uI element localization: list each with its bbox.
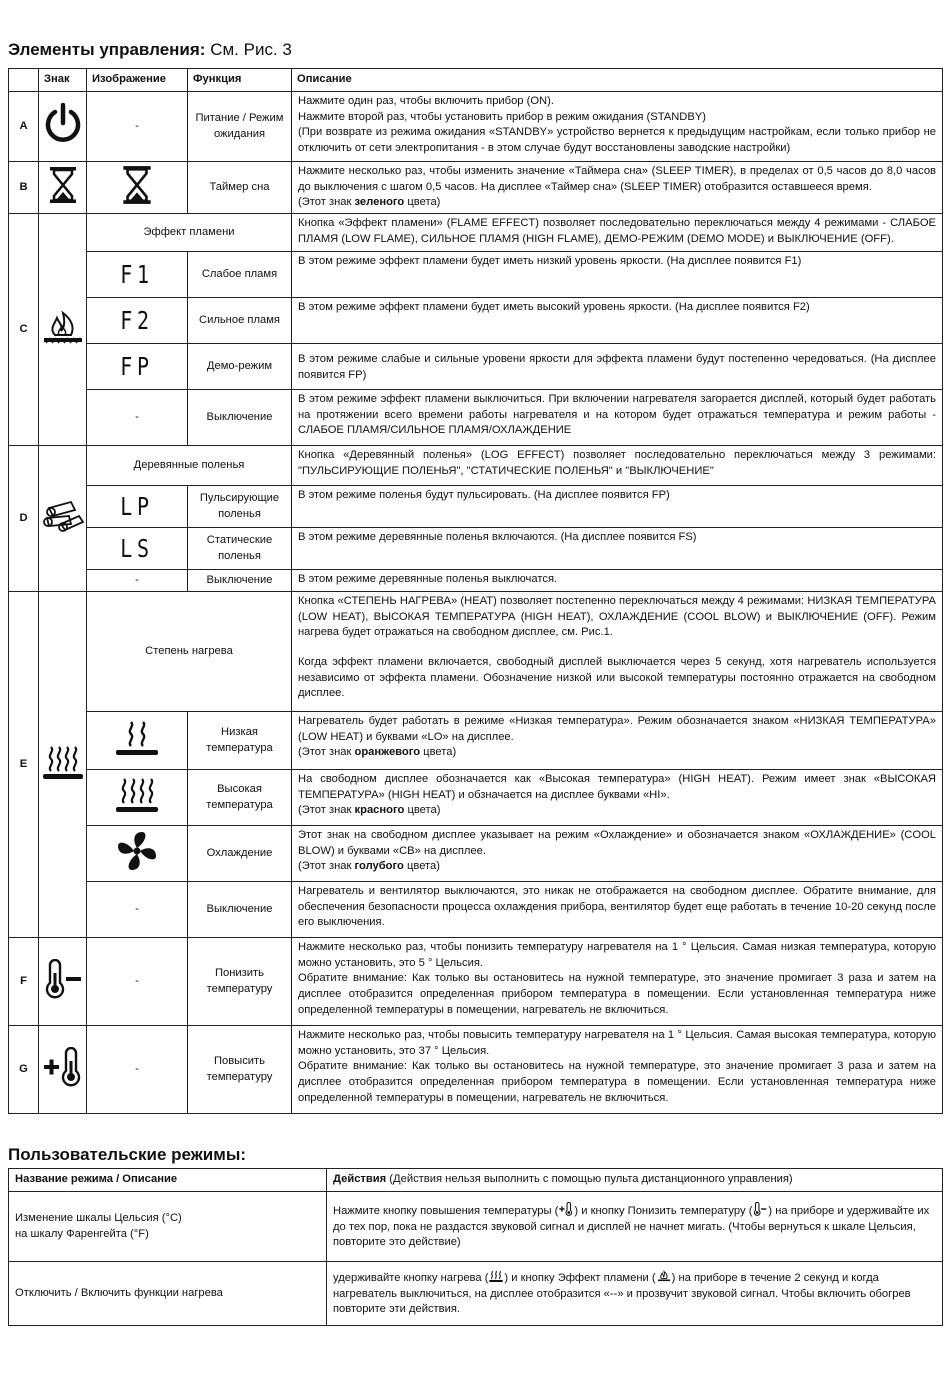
display-code: LP	[120, 492, 154, 522]
hourglass-icon	[48, 165, 78, 205]
thermometer-minus-icon	[42, 959, 84, 999]
header-image: Изображение	[87, 69, 188, 92]
display-code: F1	[120, 260, 154, 290]
heat-icon	[41, 741, 85, 783]
page-title: Элементы управления: См. Рис. 3	[8, 40, 292, 59]
row-b: B Таймер сна Нажмите несколько раз, чтобы изменить значение «Таймера сна» (SLEEP TIMER), в пределах от 0,5 часов до 8,0 часов до выключения с шагом 0,5 часов. На дисплее «Таймер сна» (SLEEP TIMER) отобразится оставшееся время. (Этот знак зеленого цвета)	[9, 162, 943, 214]
header-description: Описание	[292, 69, 943, 92]
heat-icon	[488, 1269, 504, 1283]
table-row	[9, 1192, 943, 1262]
low-heat-icon	[113, 716, 161, 760]
desc-power: Нажмите один раз, чтобы включить прибор (ON). Нажмите второй раз, чтобы установить прибор в режим ожидания (STANDBY) (При возврате из режима ожидания «STANDBY» устройство вернется к предыдущим настройкам, если только прибор не отключить от сети электропитания - в этом случае будут восстановлены заводские настройки)	[292, 92, 943, 162]
table-header-row	[9, 69, 943, 92]
row-g: G - Повысить температуру Нажмите несколько раз, чтобы повысить температуру нагревателя на 1 ° Цельсия. Самая высокая температура, которую можно установить, это 37 ° Цельсия. Обратите внимание: Как только вы остановитесь на нужной температуре, это значение промигает 3 раза и затем на дисплее отобразится определенная прибором температура в помещении. Если установленная температура ниже определенной температуры в помещении, нагреватель не включиться.	[9, 1026, 943, 1114]
header-function: Функция	[188, 69, 292, 92]
user-modes-table	[8, 1168, 943, 1326]
function-power: Питание / Режим ожидания	[188, 92, 292, 162]
thermometer-plus-icon	[558, 1202, 574, 1216]
desc-timer: Нажмите несколько раз, чтобы изменить значение «Таймера сна» (SLEEP TIMER), в пределах от 0,5 часов до 8,0 часов до выключения с шагом 0,5 часов. На дисплее «Таймер сна» (SLEEP TIMER) отобразится оставшееся время. (Этот знак зеленого цвета)	[292, 162, 943, 214]
section-title-user-modes: Пользовательские режимы:	[8, 1145, 247, 1164]
header-sign: Знак	[39, 69, 87, 92]
table-row: LP Пульсирующие поленья В этом режиме поленья будут пульсировать. (На дисплее появится FP)	[9, 486, 943, 528]
flame-effect-title: Эффект пламени	[87, 214, 292, 252]
row-c: C Эффект пламени Кнопка «Эффект пламени» (FLAME EFFECT) позволяет последовательно переключаться между 4 режимами - СЛАБОЕ ПЛАМЯ (LOW FLAME), СИЛЬНОЕ ПЛАМЯ (HIGH FLAME), ДЕМО-РЕЖИМ (DEMO MODE) и ВЫКЛЮЧЕНИЕ (OFF).	[9, 214, 943, 252]
mode-name: Изменение шкалы Цельсия (°C) на шкалу Фаренгейта (°F)	[9, 1192, 327, 1262]
table-row: F1 Слабое пламя В этом режиме эффект пламени будет иметь низкий уровень яркости. (На дисплее появится F1)	[9, 252, 943, 298]
table-row: Высокая температура На свободном дисплее обозначается как «Высокая температура» (HIGH HEAT). Режим имеет знак «ВЫСОКАЯ ТЕМПЕРАТУРА» (HIGH HEAT) и обзначается на дисплее буквами «HI». (Этот знак красного цвета)	[9, 770, 943, 826]
hourglass-icon	[119, 164, 155, 206]
display-code: F2	[120, 306, 154, 336]
log-effect-title: Деревянные поленья	[87, 446, 292, 486]
header-mode: Название режима / Описание	[9, 1169, 327, 1192]
display-code: FP	[120, 352, 154, 382]
table-row: F2 Сильное пламя В этом режиме эффект пламени будет иметь высокий уровень яркости. (На дисплее появится F2)	[9, 298, 943, 344]
power-icon	[43, 102, 83, 146]
table-row: Низкая температура Нагреватель будет работать в режиме «Низкая температура». Режим обозначается знаком «НИЗКАЯ ТЕМПЕРАТУРА» (LOW HEAT) и буквами «LO» на дисплее. (Этот знак оранжевого цвета)	[9, 712, 943, 770]
row-e: E Степень нагрева Кнопка «СТЕПЕНЬ НАГРЕВА» (HEAT) позволяет постепенно переключаться между 4 режимами: НИЗКАЯ ТЕМПЕРАТУРА (LOW HEAT), ВЫСОКАЯ ТЕМПЕРАТУРА (HIGH HEAT), ОХЛАЖДЕНИЕ (COOL BLOW) и ВЫКЛЮЧЕНИЕ (OFF). Режим нагрева будет отражаться на свободном дисплее, см. Рис.1. Когда эффект пламени включается, свободный дисплей выключается через 5 секунд, хотя нагреватель используется независимо от эффекта пламени. Обозначение низкой или высокой температуры постоянно отражается на свободном дисплее.	[9, 592, 943, 712]
row-letter: A	[9, 92, 39, 162]
table-header-row	[9, 1169, 943, 1192]
row-a: A - Питание / Режим ожидания Нажмите один раз, чтобы включить прибор (ON). Нажмите второй раз, чтобы установить прибор в режим ожидания (STANDBY) (При возврате из режима ожидания «STANDBY» устройство вернется к предыдущим настройкам, если только прибор не отключить от сети электропитания - в этом случае будут восстановлены заводские настройки)	[9, 92, 943, 162]
flame-icon	[656, 1269, 672, 1283]
row-d: D Деревянные поленья Кнопка «Деревянный поленья» (LOG EFFECT) позволяет последовательно переключаться между 3 режимами: "ПУЛЬСИРУЮЩИЕ ПОЛЕНЬЯ", "СТАТИЧЕСКИЕ ПОЛЕНЬЯ" и "ВЫКЛЮЧЕНИЕ"	[9, 446, 943, 486]
mode-actions: удерживайте кнопку нагрева ( ) и кнопку Эффект пламени ( ) на приборе в течение 2 секунд и когда нагреватель выключиться, на дисплее отобразится «--» и прозвучит звуковой сигнал. Чтобы включить обогрев повторите эти действия.	[327, 1262, 943, 1326]
thermometer-plus-icon	[42, 1047, 84, 1087]
table-row: - Выключение В этом режиме деревянные поленья выключатся.	[9, 570, 943, 592]
thermometer-minus-icon	[752, 1202, 768, 1216]
flame-icon	[41, 305, 85, 349]
table-row: - Выключение В этом режиме эффект пламени выключиться. При включении нагревателя загорается дисплей, который будет работать на протяжении всего времени работы нагревателя и на котором будет отражаться температура и режим работы - СЛАБОЕ ПЛАМЯ/СИЛЬНОЕ ПЛАМЯ/ОХЛАЖДЕНИЕ	[9, 390, 943, 446]
table-row	[9, 1262, 943, 1326]
display-code: LS	[120, 534, 154, 564]
table-row: FP Демо-режим В этом режиме слабые и сильные уровени яркости для эффекта пламени будут постепенно чередоваться. (На дисплее появится FP)	[9, 344, 943, 390]
table-row: - Выключение Нагреватель и вентилятор выключаются, это никак не отображается на свободном дисплее. Обратите внимание, для обеспечения безопасности процесса охлаждения прибора, вентилятор будет еще работать в течение 10-20 секунд после его выключения.	[9, 882, 943, 938]
row-f: F - Понизить температуру Нажмите несколько раз, чтобы понизить температуру нагревателя на 1 ° Цельсия. Самая низкая температура, которую можно установить, это 5 ° Цельсия. Обратите внимание: Как только вы остановитесь на нужной температуре, это значение промигает 3 раза и затем на дисплее отобразится определенная прибором температура в помещении. Если установленная температура ниже определенной температуры в помещении, нагреватель не включиться.	[9, 938, 943, 1026]
header-actions: Действия (Действия нельзя выполнить с помощью пульта дистанционного управления)	[327, 1169, 943, 1192]
mode-name: Отключить / Включить функции нагрева	[9, 1262, 327, 1326]
mode-actions: Нажмите кнопку повышения температуры ( ) и кнопку Понизить температуру ( ) на приборе и удерживайте их до тех пор, пока не раздастся звуковой сигнал и дисплей не начнет мигать. (Чтобы вернуться к шкале Цельсия, повторите это действие)	[327, 1192, 943, 1262]
heat-title: Степень нагрева	[87, 592, 292, 712]
logs-icon	[41, 496, 85, 536]
table-row: LS Статические поленья В этом режиме деревянные поленья включаются. (На дисплее появится FS)	[9, 528, 943, 570]
fan-icon	[114, 828, 160, 874]
high-heat-icon	[113, 773, 161, 817]
table-row: Охлаждение Этот знак на свободном дисплее указывает на режим «Охлаждение» и обозначается знаком «ОХЛАЖДЕНИЕ» (COOL BLOW) и буквами «CB» на дисплее. (Этот знак голубого цвета)	[9, 826, 943, 882]
controls-table	[8, 68, 943, 1114]
